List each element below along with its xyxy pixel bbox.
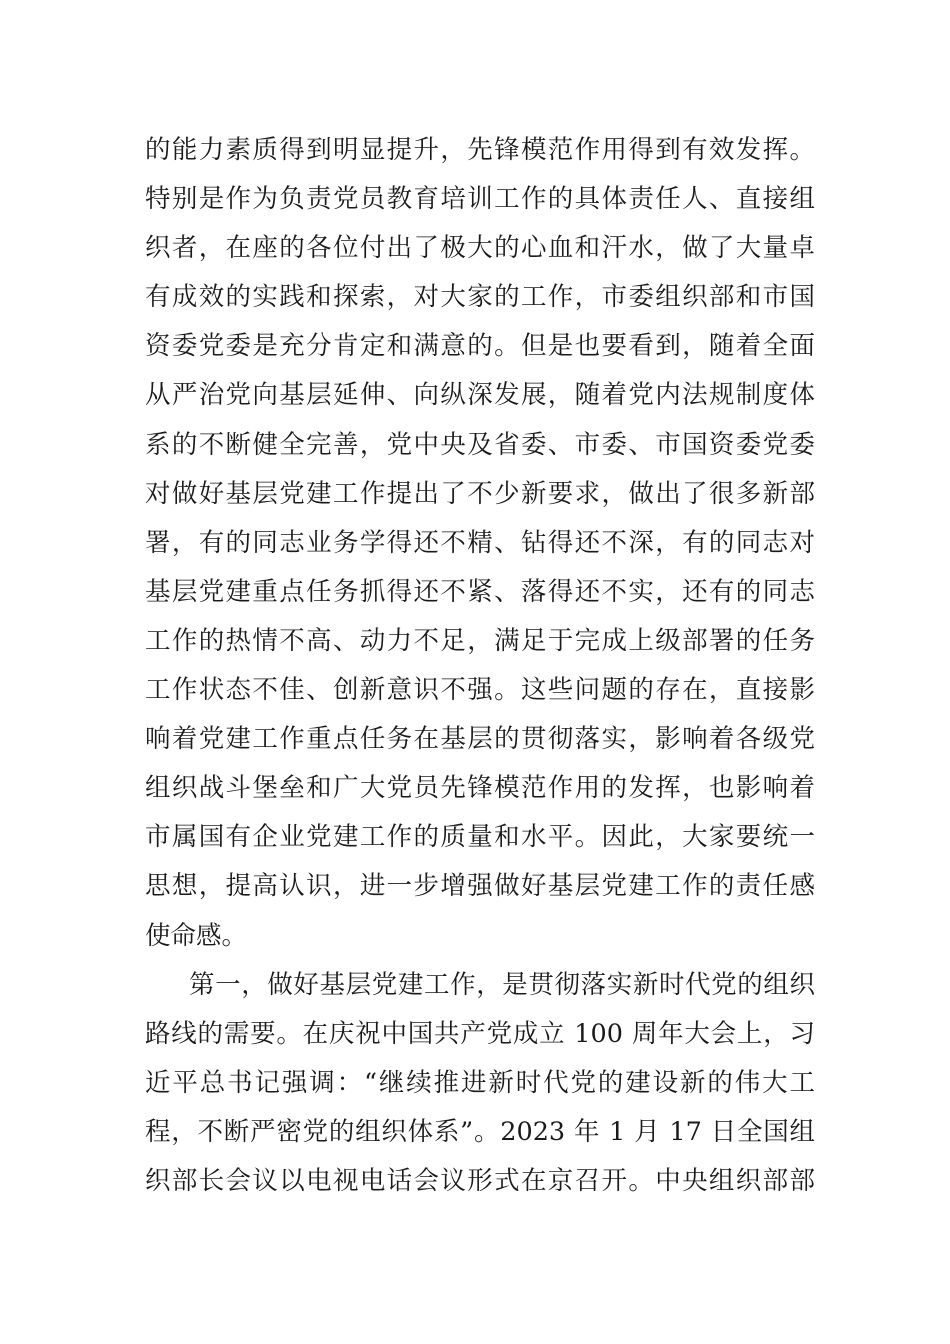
text-line: 近平总书记强调：“继续推进新时代党的建设新的伟大工	[145, 1067, 815, 1098]
text-line: 路线的需要。在庆祝中国共产党成立 100 周年大会上，习	[145, 1018, 815, 1049]
text-line: 思想，提高认识，进一步增强做好基层党建工作的责任感	[145, 871, 815, 902]
text-line: 工作状态不佳、创新意识不强。这些问题的存在，直接影	[145, 675, 815, 706]
text-line: 使命感。	[145, 920, 248, 951]
text-line: 系的不断健全完善，党中央及省委、市委、市国资委党委	[145, 429, 815, 460]
text-line: 织者，在座的各位付出了极大的心血和汗水，做了大量卓	[145, 233, 815, 264]
text-line: 署，有的同志业务学得还不精、钻得还不深，有的同志对	[145, 527, 815, 558]
body-text	[145, 126, 815, 1206]
text-line: 织部长会议以电视电话会议形式在京召开。中央组织部部	[145, 1165, 815, 1196]
text-line: 组织战斗堡垒和广大党员先锋模范作用的发挥，也影响着	[145, 773, 815, 804]
text-line: 对做好基层党建工作提出了不少新要求，做出了很多新部	[145, 478, 815, 509]
paragraph-first-line: 第一，做好基层党建工作，是贯彻落实新时代党的组织	[189, 969, 815, 1000]
text-line: 市属国有企业党建工作的质量和水平。因此，大家要统一	[145, 822, 815, 853]
text-line: 资委党委是充分肯定和满意的。但是也要看到，随着全面	[145, 331, 815, 362]
text-line: 的能力素质得到明显提升，先锋模范作用得到有效发挥。	[145, 135, 815, 165]
text-line: 从严治党向基层延伸、向纵深发展，随着党内法规制度体	[145, 380, 815, 411]
text-line: 响着党建工作重点任务在基层的贯彻落实，影响着各级党	[145, 724, 815, 755]
text-line: 特别是作为负责党员教育培训工作的具体责任人、直接组	[145, 184, 815, 215]
text-line: 程，不断严密党的组织体系”。2023 年 1 月 17 日全国组	[145, 1116, 815, 1147]
text-line: 工作的热情不高、动力不足，满足于完成上级部署的任务	[145, 625, 815, 656]
text-line: 有成效的实践和探索，对大家的工作，市委组织部和市国	[145, 282, 815, 313]
text-line: 基层党建重点任务抓得还不紧、落得还不实，还有的同志	[145, 576, 815, 607]
